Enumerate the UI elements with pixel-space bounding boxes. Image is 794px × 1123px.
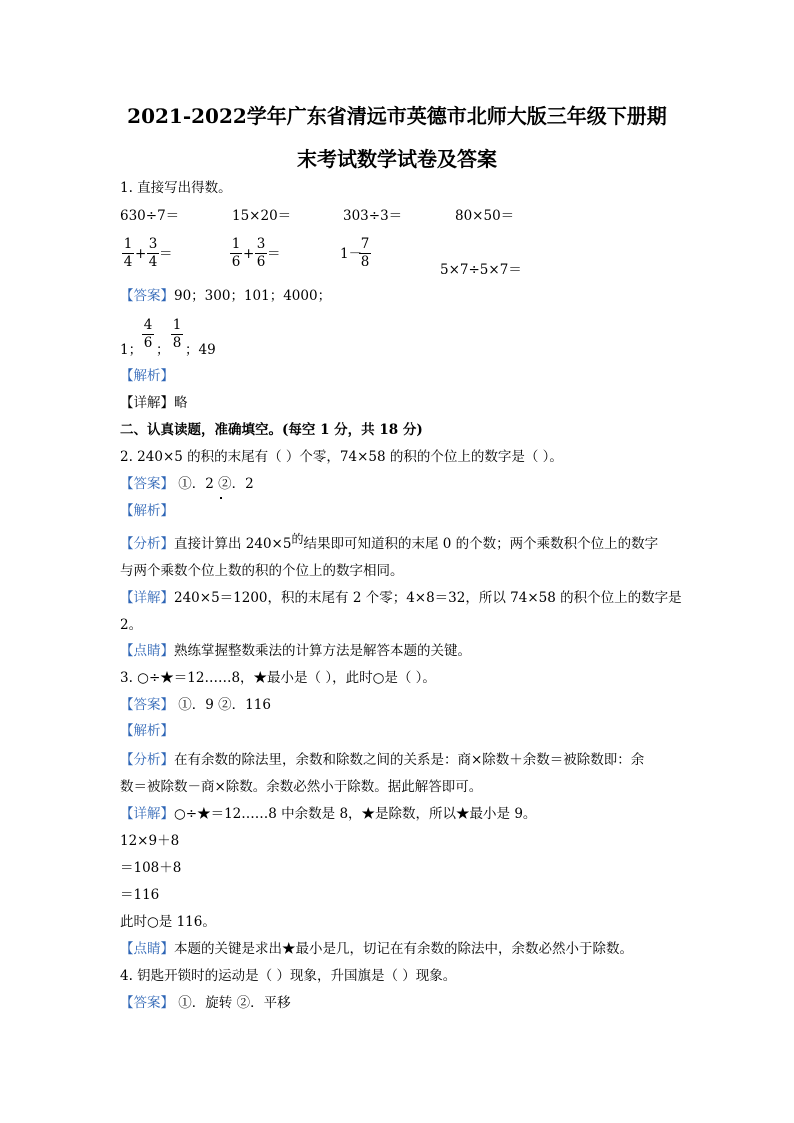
- q1-heading: 1. 直接写出得数。: [120, 180, 232, 196]
- q1-frac2-op: +: [243, 246, 255, 262]
- q1-frac2b: [255, 237, 267, 270]
- numerator: 4: [143, 317, 153, 333]
- q1-frac2-eq: ＝: [267, 246, 281, 262]
- q2-detail-1: [120, 590, 682, 606]
- q1-item-8: 5×7÷5×7＝: [440, 262, 522, 278]
- q3-point: [120, 941, 633, 957]
- q2-point: [120, 643, 471, 659]
- q1-frac3: [359, 237, 371, 270]
- detail-tag: 【详解】: [120, 806, 174, 822]
- q1-frac3-lead: 1－: [340, 246, 363, 262]
- q1-frac1b: [147, 237, 159, 270]
- q2-analysis-2: 与两个乘数个位上数的积的个位上的数字相同。: [120, 563, 404, 579]
- q1-frac1-eq: ＝: [159, 246, 173, 262]
- q1-answer2-frac1: [142, 318, 154, 351]
- point-tag: 【点睛】: [120, 941, 174, 957]
- q3-jiexi: 【解析】: [120, 723, 174, 739]
- q1-item-4: 80×50＝: [455, 208, 515, 224]
- q1-answer2-frac2: [171, 318, 183, 351]
- detail-tag: 【详解】: [120, 590, 174, 606]
- analysis-text: 直接计算出 240×5: [174, 536, 292, 552]
- point-text: 本题的关键是求出★最小是几，切记在有余数的除法中，余数必然小于除数。: [174, 941, 633, 957]
- numerator: 7: [360, 236, 370, 252]
- denominator: 8: [360, 254, 370, 270]
- answer-text: 90；300；101；4000；: [174, 288, 332, 304]
- answer-tag: 【答案】: [120, 697, 174, 713]
- q2-detail-2: 2。: [120, 617, 143, 633]
- q3-calc-3: ＝116: [120, 887, 160, 903]
- denominator: 6: [231, 254, 241, 270]
- numerator: 3: [256, 236, 266, 252]
- answer-text: ①．旋转 ②．平移: [174, 995, 291, 1011]
- q2-text: 2. 240×5 的积的末尾有（ ）个零，74×58 的积的个位上的数字是（ ）。: [120, 449, 563, 465]
- answer-tag: 【答案】: [120, 288, 174, 304]
- q3-answer: [120, 697, 271, 713]
- doc-title-line2: 末考试数学试卷及答案: [297, 147, 497, 171]
- denominator: 4: [123, 254, 133, 270]
- numerator: 1: [123, 236, 133, 252]
- q1-item-2: 15×20＝: [232, 208, 292, 224]
- point-tag: 【点睛】: [120, 643, 174, 659]
- q1-answer2-tail: ；49: [185, 342, 216, 358]
- q1-answer2-lead: 1；: [120, 342, 143, 358]
- q4-text: 4. 钥匙开锁时的运动是（ ）现象，升国旗是（ ）现象。: [120, 968, 457, 984]
- q2-jiexi: 【解析】: [120, 503, 174, 519]
- q3-calc-4: 此时○是 116。: [120, 914, 216, 930]
- answer-tag: 【答案】: [120, 476, 174, 492]
- q3-calc-1: 12×9＋8: [120, 833, 180, 849]
- q1-answer2-sep: ；: [156, 342, 170, 358]
- denominator: 8: [172, 335, 182, 351]
- detail-text: 240×5＝1200，积的末尾有 2 个零；4×8＝32，所以 74×58 的积个位上的数字是: [174, 590, 682, 606]
- analysis-text-2: 结果即可知道积的末尾 0 的个数；两个乘数积个位上的数字: [303, 536, 659, 552]
- q2-analysis-1: [120, 532, 659, 552]
- q1-answer: [120, 288, 331, 304]
- q1-frac1a: [122, 237, 134, 270]
- q1-jiexi: 【解析】: [120, 368, 174, 384]
- q3-analysis-1: [120, 752, 644, 768]
- denominator: 4: [148, 254, 158, 270]
- q1-detail: 【详解】略: [120, 395, 188, 411]
- detail-text: ○÷★＝12……8 中余数是 8，★是除数，所以★最小是 9。: [174, 806, 537, 822]
- stray-dot: [220, 497, 222, 499]
- analysis-tag: 【分析】: [120, 536, 174, 552]
- numerator: 1: [231, 236, 241, 252]
- q4-answer: [120, 995, 291, 1011]
- point-text: 熟练掌握整数乘法的计算方法是解答本题的关键。: [174, 643, 471, 659]
- section2-heading: 二、认真读题，准确填空。(每空 1 分，共 18 分): [120, 422, 423, 438]
- denominator: 6: [143, 335, 153, 351]
- q1-frac2a: [230, 237, 242, 270]
- analysis-tag: 【分析】: [120, 752, 174, 768]
- doc-title-line1: 2021-2022学年广东省清远市英德市北师大版三年级下册期: [127, 104, 667, 128]
- answer-text: ①．9 ②．116: [174, 697, 271, 713]
- q1-item-3: 303÷3＝: [343, 208, 403, 224]
- analysis-de: 的: [291, 532, 304, 546]
- q3-calc-2: ＝108＋8: [120, 860, 182, 876]
- numerator: 3: [148, 236, 158, 252]
- analysis-text: 在有余数的除法里，余数和除数之间的关系是：商×除数＋余数＝被除数即：余: [174, 752, 645, 768]
- q1-item-1: 630÷7＝: [120, 208, 180, 224]
- q3-detail-1: [120, 806, 536, 822]
- q2-answer: [120, 476, 254, 492]
- denominator: 6: [256, 254, 266, 270]
- q3-analysis-2: 数＝被除数－商×除数。余数必然小于除数。据此解答即可。: [120, 779, 483, 795]
- answer-tag: 【答案】: [120, 995, 174, 1011]
- numerator: 1: [172, 317, 182, 333]
- q1-frac1-op: +: [135, 246, 147, 262]
- q3-text: 3. ○÷★＝12……8，★最小是（ ），此时○是（ ）。: [120, 670, 436, 686]
- answer-text: ①．2 ②．2: [174, 476, 254, 492]
